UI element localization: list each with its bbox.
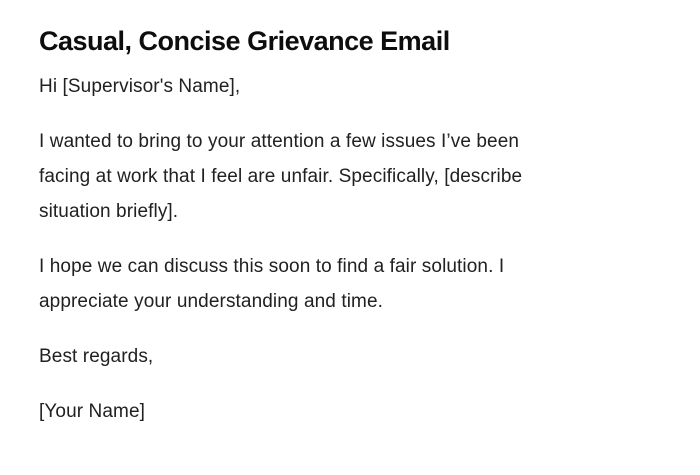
text-line: I hope we can discuss this soon to find a fair solution. I	[39, 256, 505, 277]
text-line: [Your Name]	[39, 401, 146, 422]
paragraph-resolution-request	[39, 249, 660, 319]
text-line: Best regards,	[39, 346, 154, 367]
text-line: facing at work that I feel are unfair. Specifically, [describe	[39, 166, 523, 187]
text-line: I wanted to bring to your attention a few issues I’ve been	[39, 131, 520, 152]
text-line: situation briefly].	[39, 201, 179, 222]
document-title: Casual, Concise Grievance Email	[39, 26, 450, 56]
paragraph-issue-description	[39, 124, 660, 229]
text-line: appreciate your understanding and time.	[39, 291, 384, 312]
paragraph-greeting	[39, 69, 660, 104]
paragraph-signature-placeholder	[39, 394, 660, 429]
paragraph-sign-off	[39, 339, 660, 374]
text-line: Hi [Supervisor's Name],	[39, 76, 241, 97]
